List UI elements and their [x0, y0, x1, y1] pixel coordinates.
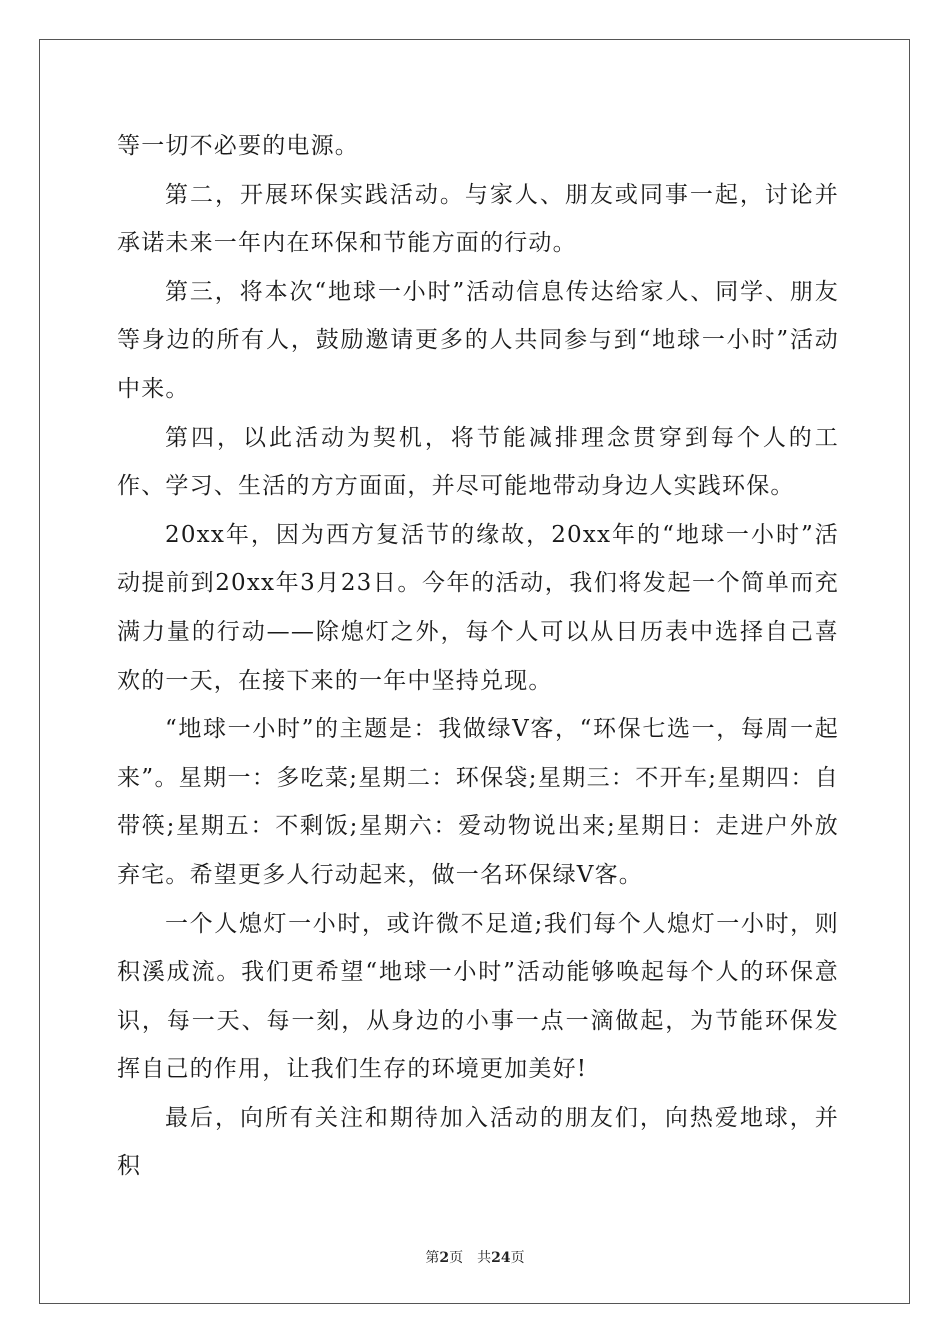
paragraph-5: 20xx年，因为西方复活节的缘故，20xx年的“地球一小时”活动提前到20xx年3月23日。今年的活动，我们将发起一个简单而充满力量的行动——除熄灯之外，每个人可以从日历表中选择自己喜欢的一天，在接下来的一年中坚持兑现。 — [117, 521, 839, 694]
total-suffix: 页 — [510, 1250, 525, 1266]
page-prefix: 第 — [425, 1250, 440, 1266]
page-suffix: 页 — [449, 1250, 464, 1266]
document-body — [117, 122, 839, 1191]
paragraph-8: 最后，向所有关注和期待加入活动的朋友们，向热爱地球，并积 — [117, 1104, 839, 1180]
page-footer — [0, 1247, 950, 1267]
paragraph-6: “地球一小时”的主题是：我做绿V客，“环保七选一，每周一起来”。星期一：多吃菜;星期二：环保袋;星期三：不开车;星期四：自带筷;星期五：不剩饭;星期六：爱动物说出来;星期日：走进户外放弃宅。希望更多人行动起来，做一名环保绿V客。 — [117, 716, 839, 888]
paragraph-1: 等一切不必要的电源。 — [117, 133, 359, 159]
paragraph-2: 第二，开展环保实践活动。与家人、朋友或同事一起，讨论并承诺未来一年内在环保和节能方面的行动。 — [117, 181, 839, 257]
current-page-number: 2 — [439, 1250, 450, 1266]
total-prefix: 共 — [477, 1250, 492, 1266]
paragraph-4: 第四，以此活动为契机，将节能减排理念贯穿到每个人的工作、学习、生活的方方面面，并尽可能地带动身边人实践环保。 — [117, 424, 839, 500]
paragraph-7: 一个人熄灯一小时，或许微不足道;我们每个人熄灯一小时，则积溪成流。我们更希望“地球一小时”活动能够唤起每个人的环保意识，每一天、每一刻，从身边的小事一点一滴做起，为节能环保发挥自己的作用，让我们生存的环境更加美好! — [117, 910, 839, 1083]
paragraph-3: 第三，将本次“地球一小时”活动信息传达给家人、同学、朋友等身边的所有人，鼓励邀请更多的人共同参与到“地球一小时”活动中来。 — [117, 278, 839, 402]
total-page-count: 24 — [491, 1250, 511, 1266]
